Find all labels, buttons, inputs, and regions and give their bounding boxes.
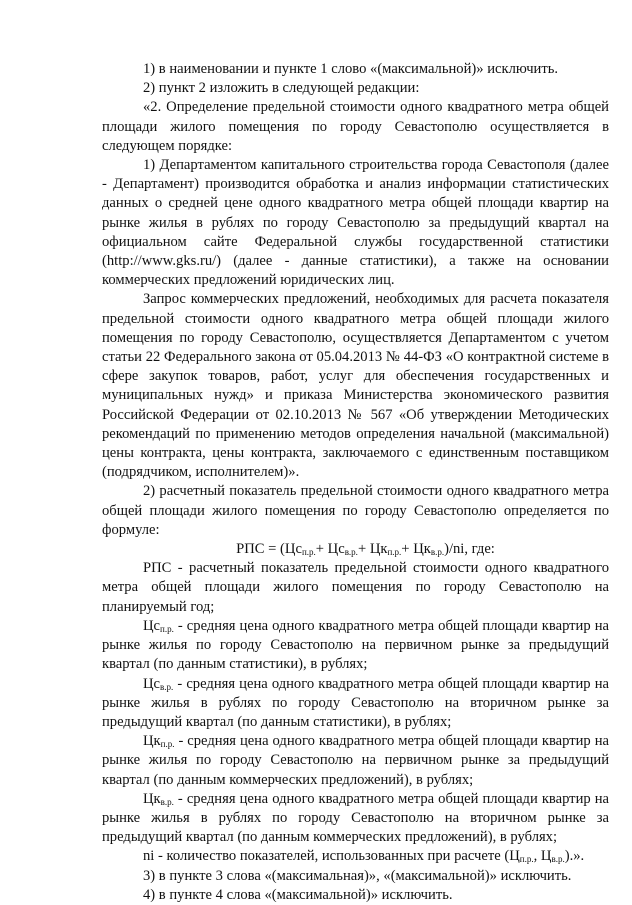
- definition-text: - средняя цена одного квадратного метра общей площади квартир на рынке жилья по городу Севастополю на первичном рынке за предыдущий квартал (по данным статистики), в рублях;: [102, 617, 609, 673]
- formula-term-4: Цк: [413, 541, 431, 558]
- definition-subscript: в.р.: [160, 681, 174, 692]
- definition-ni-post: ).».: [564, 848, 585, 865]
- formula-lhs: РПС = (: [236, 541, 285, 558]
- paragraph-item-3: 3) в пункте 3 слова «(максимальная)», «(максимальной)» исключить.: [143, 867, 572, 884]
- definition-rps: РПС - расчетный показатель предельной стоимости одного квадратного метра общей площади жилого помещения по городу Севастополю на планируемый год;: [102, 560, 609, 615]
- document-body: [102, 60, 609, 905]
- definition-ni-sub-1: п.р.: [519, 854, 534, 865]
- definition-ni: [102, 847, 609, 866]
- definition-symbol: Цс: [143, 617, 161, 634]
- definition-ni-sub-2: в.р.: [551, 854, 565, 865]
- formula-plus-1: +: [315, 541, 328, 558]
- paragraph-item-1: 1) в наименовании и пункте 1 слово «(максимальной)» исключить.: [143, 61, 559, 77]
- formula-plus-2: +: [357, 541, 370, 558]
- definition-cs-primary: [102, 617, 609, 675]
- definition-subscript: в.р.: [160, 796, 174, 807]
- formula-sub-4: в.р.: [430, 547, 445, 558]
- paragraph-item-4: 4) в пункте 4 слова «(максимальной)» исключить.: [143, 886, 453, 903]
- definition-ck-primary: [102, 732, 609, 790]
- definition-text: - средняя цена одного квадратного метра общей площади квартир на рынке жилья по городу Севастополю на первичном рынке за предыдущий квартал (по данным коммерческих предложений), в рублях;: [102, 733, 609, 788]
- paragraph-item-2: 2) пункт 2 изложить в следующей редакции:: [143, 80, 420, 97]
- formula-plus-3: +: [401, 541, 414, 558]
- definition-symbol: Цс: [143, 675, 161, 692]
- definition-symbol: Цк: [143, 790, 161, 807]
- paragraph-point-2-text: «2. Определение предельной стоимости одного квадратного метра общей площади жилого помещения по городу Севастополю осуществляется в следующем порядке:: [102, 99, 609, 154]
- formula-term-3: Цк: [369, 541, 388, 558]
- paragraph-commercial-requests: Запрос коммерческих предложений, необходимых для расчета показателя предельной стоимости одного квадратного метра общей площади жилого помещения по городу Севастополю, осуществляется Департаментом с учетом статьи 22 Федерального закона от 05.04.2013 № 44-ФЗ «О контрактной системе в сфере закупок товаров, работ, услуг для обеспечения государственных и муниципальных нужд» и приказа Министерства экономического развития Российской Федерации от 02.10.2013 № 567 «Об утверждении Методических рекомендаций по применению методов определения начальной (максимальной) цены контракта, цены контракта, заключаемого с единственным поставщиком (подрядчиком, исполнителем)».: [102, 291, 609, 481]
- definition-subscript: п.р.: [160, 739, 175, 750]
- definition-symbol: Цк: [143, 733, 161, 750]
- formula-term-2: Цс: [327, 541, 345, 558]
- definition-ck-secondary: [102, 790, 609, 848]
- definition-text: - средняя цена одного квадратного метра общей площади квартир на рынке жилья в рублях по городу Севастополю на вторичном рынке за предыдущий квартал (по данным статистики), в рублях;: [102, 675, 609, 730]
- formula-term-1: Цс: [284, 541, 302, 558]
- definition-ni-mid: , Ц: [533, 848, 552, 865]
- definition-cs-secondary: [102, 675, 609, 733]
- paragraph-subitem-2: 2) расчетный показатель предельной стоимости одного квадратного метра общей площади жилого помещения по городу Севастополю определяется по формуле:: [102, 483, 609, 538]
- formula-rps: [102, 540, 609, 559]
- formula-sub-3: п.р.: [387, 547, 402, 558]
- paragraph-subitem-1: 1) Департаментом капитального строительства города Севастополя (далее - Департамент) производится обработка и анализ информации статистических данных о средней цене одного квадратного метра общей площади квартир на рынке жилья в рублях по городу Севастополю за предыдущий квартал на официальном сайте Федеральной службы государственной статистики (http://www.gks.ru/) (далее - данные статистики), а также на основании коммерческих предложений юридических лиц.: [102, 157, 609, 289]
- formula-tail: )/ni, где:: [444, 541, 495, 558]
- formula-sub-1: п.р.: [301, 547, 316, 558]
- definition-subscript: п.р.: [160, 623, 174, 634]
- formula-sub-2: в.р.: [344, 547, 358, 558]
- definition-ni-pre: ni - количество показателей, использованных при расчете (Ц: [143, 848, 520, 865]
- definition-text: - средняя цена одного квадратного метра общей площади квартир на рынке жилья в рублях по городу Севастополю на вторичном рынке за предыдущий квартал (по данным коммерческих предложений), в рублях;: [102, 790, 609, 846]
